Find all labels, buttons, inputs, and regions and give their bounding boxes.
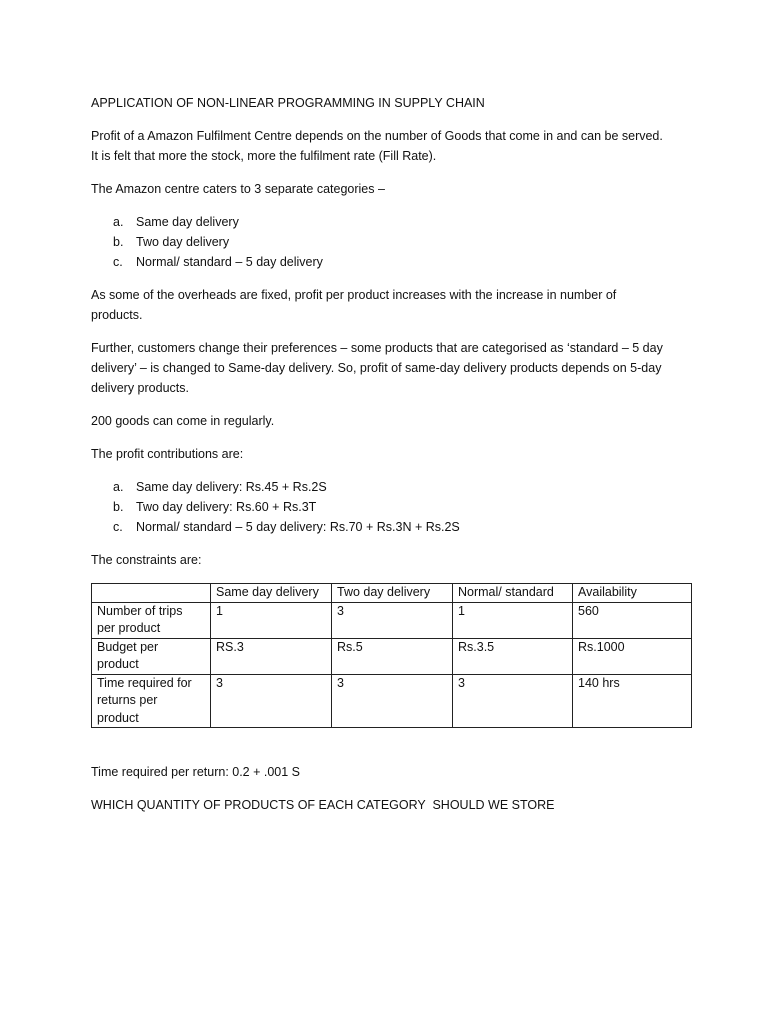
paragraph-constraints-intro: The constraints are:: [91, 553, 202, 567]
label-line: product: [97, 710, 139, 725]
list-item-text: Normal/ standard – 5 day delivery: Rs.70 + Rs.3N + Rs.2S: [136, 520, 460, 534]
table-row: [92, 674, 692, 728]
list-marker: c.: [113, 520, 123, 534]
list-item: [91, 212, 691, 232]
paragraph-intro: [91, 126, 691, 166]
list-item-text: Two day delivery: Rs.60 + Rs.3T: [136, 500, 317, 514]
list-item: [91, 477, 691, 497]
paragraph-preferences: [91, 338, 691, 398]
table-row: [92, 638, 692, 674]
label-line: Number of trips: [97, 603, 183, 618]
list-item-text: Two day delivery: [136, 235, 230, 249]
table-cell: 3: [211, 674, 332, 728]
table-cell: 1: [211, 602, 332, 638]
paragraph-line: products.: [91, 308, 143, 322]
list-item-text: Same day delivery: [136, 215, 239, 229]
table-cell: Rs.1000: [573, 638, 692, 674]
paragraph-line: Further, customers change their preferences – some products that are categorised as ‘standard – 5 day: [91, 341, 663, 355]
table-cell: 1: [453, 602, 573, 638]
paragraph-profit-intro: The profit contributions are:: [91, 447, 244, 461]
list-marker: b.: [113, 500, 124, 514]
paragraph-line: delivery products.: [91, 381, 189, 395]
list-item: [91, 232, 691, 252]
table-cell: 140 hrs: [573, 674, 692, 728]
document-title: APPLICATION OF NON-LINEAR PROGRAMMING IN SUPPLY CHAIN: [91, 96, 485, 110]
paragraph-return-time: Time required per return: 0.2 + .001 S: [91, 765, 301, 779]
paragraph-line: It is felt that more the stock, more the fulfilment rate (Fill Rate).: [91, 149, 437, 163]
table-cell: Rs.5: [332, 638, 453, 674]
table-header-cell: [92, 584, 211, 603]
label-line: Budget per: [97, 639, 159, 654]
paragraph-line: delivery’ – is changed to Same-day delivery. So, profit of same-day delivery products depends on 5-day: [91, 361, 662, 375]
paragraph-overheads: [91, 285, 691, 325]
table-row-label: [92, 602, 211, 638]
list-marker: a.: [113, 215, 124, 229]
table-cell: 3: [332, 674, 453, 728]
paragraph-question: WHICH QUANTITY OF PRODUCTS OF EACH CATEGORY SHOULD WE STORE: [91, 798, 555, 812]
list-marker: c.: [113, 255, 123, 269]
table-cell: 3: [332, 602, 453, 638]
label-line: returns per: [97, 693, 158, 707]
table-row-label: [92, 674, 211, 728]
paragraph-categories-intro: The Amazon centre caters to 3 separate categories –: [91, 182, 385, 196]
profits-list: [91, 477, 691, 537]
table-header-cell: Same day delivery: [211, 584, 332, 603]
table-row: [92, 602, 692, 638]
table-header-cell: Normal/ standard: [453, 584, 573, 603]
paragraph-line: As some of the overheads are fixed, profit per product increases with the increase in number of: [91, 288, 617, 302]
label-line: product: [97, 657, 139, 671]
list-marker: a.: [113, 480, 124, 494]
table-cell: RS.3: [211, 638, 332, 674]
paragraph-line: Profit of a Amazon Fulfilment Centre depends on the number of Goods that come in and can be served.: [91, 129, 663, 143]
table-header-cell: Two day delivery: [332, 584, 453, 603]
list-item: [91, 517, 691, 537]
list-item-text: Normal/ standard – 5 day delivery: [136, 255, 323, 269]
list-item-text: Same day delivery: Rs.45 + Rs.2S: [136, 480, 327, 494]
table-cell: Rs.3.5: [453, 638, 573, 674]
table-cell: 560: [573, 602, 692, 638]
table-header-row: [92, 584, 692, 603]
constraints-table: [91, 583, 692, 728]
table-row-label: [92, 638, 211, 674]
list-item: [91, 252, 691, 272]
table-cell: 3: [453, 674, 573, 728]
categories-list: [91, 212, 691, 272]
list-item: [91, 497, 691, 517]
list-marker: b.: [113, 235, 124, 249]
label-line: per product: [97, 621, 161, 635]
document-body: [91, 93, 691, 828]
table-header-cell: Availability: [573, 584, 692, 603]
paragraph-goods: 200 goods can come in regularly.: [91, 414, 275, 428]
label-line: Time required for: [97, 675, 192, 690]
